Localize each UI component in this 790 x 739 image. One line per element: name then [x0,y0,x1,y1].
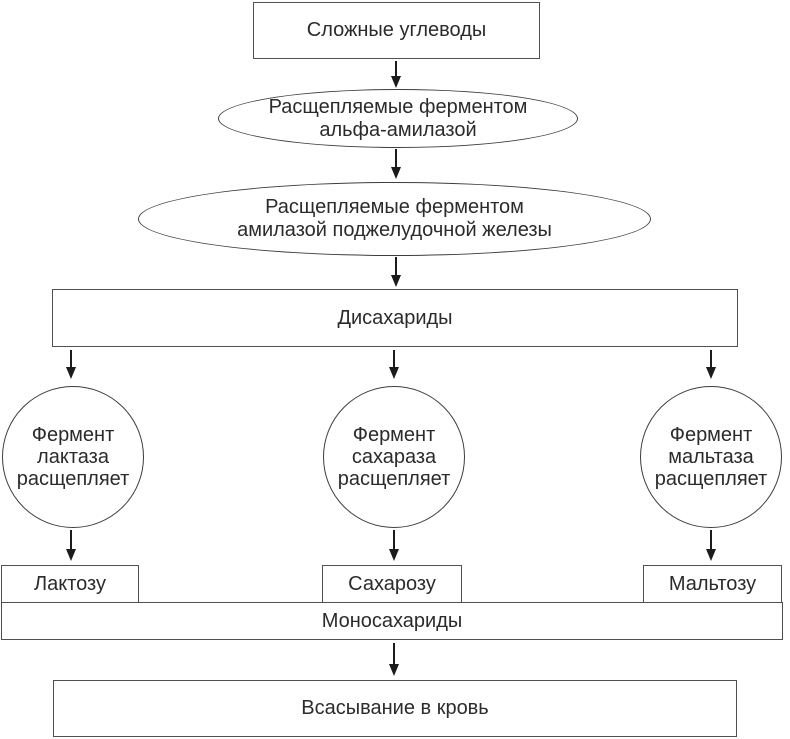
node-maltose [643,565,782,603]
node-monosaccharides [1,602,783,640]
node-complex-carbohydrates-label: Сложные углеводы [306,19,487,41]
node-sucrose-label: Сахарозу [348,572,436,595]
arrow-head-icon [706,367,716,379]
arrow-head-icon [66,549,76,561]
arrow-alpha-to-pancreatic-icon [390,149,402,179]
arrow-head-icon [391,275,401,287]
arrow-stem [393,643,395,664]
node-lactase-line1: Фермент [31,424,115,446]
node-sucrose [322,565,462,603]
arrow-head-icon [389,549,399,561]
arrow-stem [70,350,72,367]
arrow-disaccharides-to-lactase-icon [65,350,77,379]
arrow-sucrase-to-sucrose-icon [388,530,400,561]
arrow-disaccharides-to-maltase-icon [705,350,717,379]
node-maltase-circle [640,386,782,528]
arrow-disaccharides-to-sucrase-icon [388,350,400,379]
node-maltose-label: Мальтозу [668,572,757,595]
node-disaccharides-label: Дисахариды [337,306,453,329]
node-lactose-label: Лактозу [33,572,106,595]
node-lactase-line2: лактаза [37,446,109,468]
node-absorption [53,680,737,737]
arrow-stem [395,257,397,275]
node-lactose [1,565,139,603]
arrow-head-icon [66,367,76,379]
node-pancreatic-amylase-line1: Расщепляемые ферментом [265,196,524,218]
arrow-stem [393,350,395,367]
node-alpha-amylase-line2: альфа-амилазой [319,118,477,141]
arrow-stem [710,350,712,367]
arrow-monosaccharides-to-absorption-icon [388,643,400,676]
node-pancreatic-amylase-line2: амилазой поджелудочной железы [237,219,552,241]
arrow-stem [70,530,72,549]
node-monosaccharides-label: Моносахариды [321,609,463,632]
arrow-stem [710,530,712,549]
node-maltase-line2: мальтаза [668,446,754,468]
arrow-stem [393,530,395,549]
node-disaccharides [52,289,738,347]
node-sucrase-line2: сахараза [351,446,437,468]
arrow-complex-to-alpha-amylase-icon [390,61,402,88]
arrow-head-icon [389,367,399,379]
arrow-stem [395,61,397,76]
arrow-lactase-to-lactose-icon [65,530,77,561]
node-sucrase-line3: расщепляет [337,468,451,490]
node-complex-carbohydrates [253,2,540,59]
node-lactase-circle [2,386,144,528]
node-sucrase-line1: Фермент [352,424,436,446]
arrow-pancreatic-to-disaccharides-icon [390,257,402,287]
arrow-maltase-to-maltose-icon [705,530,717,561]
node-lactase-line3: расщепляет [16,468,130,490]
node-maltase-line1: Фермент [669,424,753,446]
arrow-head-icon [391,167,401,179]
node-sucrase-circle [323,386,465,528]
arrow-head-icon [706,549,716,561]
arrow-stem [395,149,397,167]
arrow-head-icon [391,76,401,88]
node-alpha-amylase-line1: Расщепляемые ферментом [268,95,528,118]
node-absorption-label: Всасывание в кровь [301,697,489,719]
node-alpha-amylase-ellipse [218,89,578,148]
node-maltase-line3: расщепляет [654,468,768,490]
node-pancreatic-amylase-ellipse [138,182,651,256]
arrow-head-icon [389,664,399,676]
